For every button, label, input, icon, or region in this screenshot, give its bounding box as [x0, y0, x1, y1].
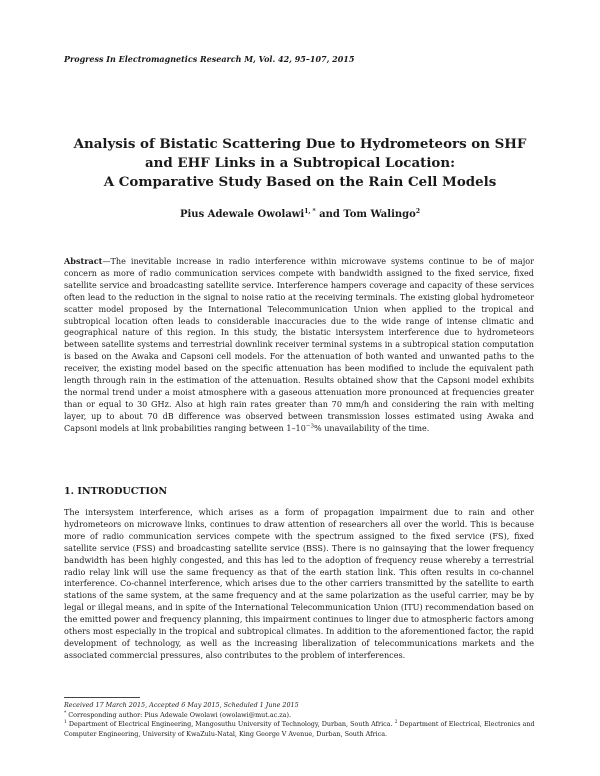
- received-dates: Received 17 March 2015, Accepted 6 May 2015, Scheduled 1 June 2015: [64, 701, 299, 709]
- author-affiliation-mark: 1, *: [304, 208, 316, 215]
- affiliation-text: Department of Electrical Engineering, Mangosuthu University of Technology, Durban, South Africa.: [66, 720, 395, 729]
- author-name: Pius Adewale Owolawi: [179, 209, 305, 220]
- journal-header: Progress In Electromagnetics Research M, Vol. 42, 95–107, 2015: [64, 54, 355, 64]
- footnotes: [64, 701, 538, 739]
- footnote-mark: 1: [64, 720, 67, 726]
- author-list: [60, 209, 540, 220]
- abstract-label: Abstract: [64, 256, 103, 266]
- abstract-exponent: −3: [305, 423, 314, 429]
- corresponding-author-note: [64, 711, 538, 721]
- title-line: Analysis of Bistatic Scattering Due to Hydrometeors on SHF: [73, 136, 527, 152]
- author-affiliation-mark: 2: [415, 208, 421, 215]
- footnote-divider: [64, 697, 140, 698]
- section-heading: 1. INTRODUCTION: [64, 486, 168, 497]
- paper-title: [60, 135, 540, 192]
- footnote-mark: 2: [394, 720, 398, 726]
- abstract-text: —The inevitable increase in radio interference within microwave systems continue to be of major concern as more of radio communication services compete with bandwidth assigned to the fixed service, fixed satellite service and broadcasting satellite service. Interference hampers coverage and capacity of these services often lead to the reduction in the signal to noise ratio at the receiving terminals. The existing global hydrometeor scatter model proposed by the International Telecommunication Union when applied to the tropical and subtropical location often leads to considerable inaccuracies due to the wide range of intense climatic and geographical nature of this region. In this study, the bistatic intersystem interference due to hydrometeors between satellite systems and terrestrial downlink receiver terminal systems in a subtropical station computation is based on the Awaka and Capsoni cell models. For the attenuation of both wanted and unwanted paths to the receiver, the existing model based on the specific attenuation has been modified to include the equivalent path length through rain in the estimation of the attenuation. Results obtained show that the Capsoni model exhibits the normal trend under a moist atmosphere with a gaseous attenuation more pronounced at frequencies greater than or equal to 30 GHz. Also at high rain rates greater than 70 mm/h and considering the rain with melting layer, up to about 70 dB difference was observed between transmission losses estimated using Awaka and Capsoni models at link probabilities ranging between 1–10: [64, 256, 534, 433]
- author-conjunction: and: [315, 209, 344, 220]
- corresponding-author-text: Corresponding author: Pius Adewale Owolawi (owolawi@mut.ac.za).: [66, 710, 291, 719]
- introduction-paragraph: The intersystem interference, which arises as a form of propagation impairment due to rain and other hydrometeors on microwave links, continues to draw attention of researchers all over the world. This is because more of radio communication services compete with the spectrum assigned to the fixed service (FS), fixed satellite service (FSS) and broadcasting satellite service (BSS). There is no gainsaying that the lower frequency bandwidth has been highly congested, and this has led to the adoption of frequency reuse whereby a terrestrial radio relay link will use the same frequency as that of the earth station link. This often results in co-channel interference. Co-channel interference, which arises due to the other carriers transmitted by the satellite to earth stations of the same system, at the same frequency and at the same polarization as the useful carrier, may be by legal or illegal means, and in spite of the International Telecommunication Union (ITU) recommendation based on the emitted power and frequency planning, this impairment continues to linger due to atmospheric factors among others most especially in the tropical and subtropical climates. In addition to the aforementioned factor, the rapid development of technology, as well as the increasing liberalization of telecommunications markets and the associated commercial pressures, also contributes to the problem of interferences.: [64, 507, 534, 660]
- footnote-mark: *: [64, 710, 67, 716]
- author-name: Tom Walingo: [343, 209, 416, 220]
- abstract: [64, 256, 534, 435]
- affiliation-text: Department of Electrical, Electronics and Computer Engineering, University of KwaZulu-Natal, King George V Avenue, Durban, South Africa.: [64, 720, 535, 738]
- abstract-text-end: % unavailability of the time.: [313, 422, 430, 433]
- affiliations-note: [64, 720, 538, 739]
- title-line: A Comparative Study Based on the Rain Cell Models: [103, 174, 497, 190]
- title-line: and EHF Links in a Subtropical Location:: [144, 155, 456, 171]
